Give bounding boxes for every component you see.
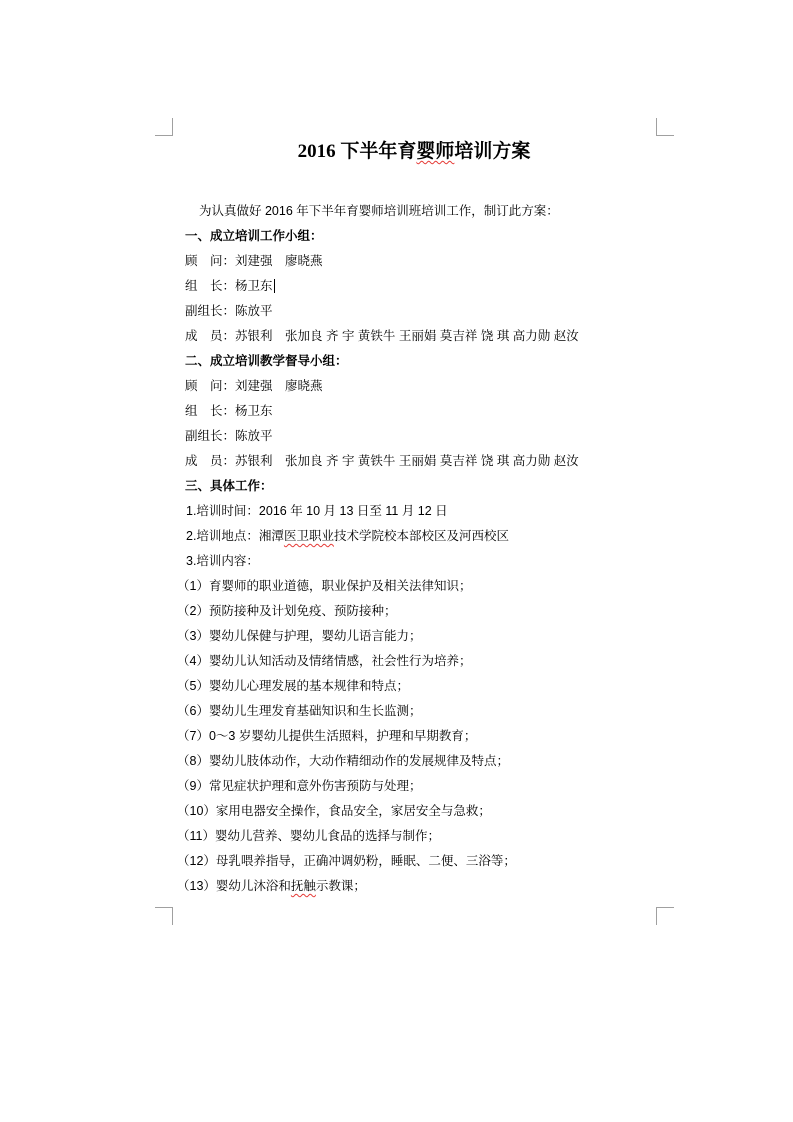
- item-text-start: （13）婴幼儿沐浴和: [177, 879, 291, 893]
- supervision-group-deputy-line[interactable]: [172, 424, 656, 449]
- title-text-spellcheck-flagged: 婴师: [416, 141, 455, 162]
- role-label: 成 员：: [185, 454, 236, 468]
- role-label: 顾 问：: [185, 254, 236, 268]
- role-label: 副组长：: [185, 429, 236, 443]
- content-list-item[interactable]: （10）家用电器安全操作，食品安全，家居安全与急救；: [177, 804, 491, 818]
- place-text-end: 技术学院校本部校区及河西校区: [333, 529, 509, 543]
- role-value: 陈放平: [235, 429, 273, 443]
- supervision-group-advisor-line[interactable]: [172, 374, 656, 399]
- training-content-heading[interactable]: 3.培训内容：: [186, 554, 259, 568]
- content-list-item[interactable]: （2）预防接种及计划免疫、预防接种；: [177, 604, 397, 618]
- heading-supervision-group[interactable]: 二、成立培训教学督导小组：: [185, 354, 348, 368]
- text-cursor: [274, 279, 275, 293]
- work-group-deputy-line[interactable]: [172, 299, 656, 324]
- role-value: 刘建强 廖晓燕: [235, 379, 323, 393]
- supervision-group-members-line[interactable]: [172, 449, 656, 474]
- content-list-item[interactable]: （6）婴幼儿生理发育基础知识和生长监测；: [177, 704, 422, 718]
- role-value: 杨卫东: [235, 404, 273, 418]
- content-list-item[interactable]: （7）0～3 岁婴幼儿提供生活照料，护理和早期教育；: [177, 729, 477, 743]
- content-list-item[interactable]: （4）婴幼儿认知活动及情绪情感，社会性行为培养；: [177, 654, 472, 668]
- work-group-advisor-line[interactable]: [172, 249, 656, 274]
- content-list-item[interactable]: （11）婴幼儿营养、婴幼儿食品的选择与制作；: [177, 829, 440, 843]
- role-value: 陈放平: [235, 304, 273, 318]
- crop-mark-top-left: [155, 118, 173, 136]
- training-place-line[interactable]: [172, 524, 656, 549]
- role-label: 副组长：: [185, 304, 236, 318]
- place-text-spellcheck-flagged: 医卫职业: [283, 529, 334, 543]
- document-content: [172, 199, 656, 899]
- content-list-item[interactable]: [172, 874, 656, 899]
- role-value: 杨卫东: [235, 279, 273, 293]
- heading-work-group[interactable]: 一、成立培训工作小组：: [185, 229, 323, 243]
- supervision-group-leader-line[interactable]: [172, 399, 656, 424]
- role-value: 刘建强 廖晓燕: [235, 254, 323, 268]
- crop-mark-top-right: [656, 118, 674, 136]
- document-title[interactable]: [172, 138, 656, 166]
- item-text-end: 示教课；: [315, 879, 366, 893]
- work-group-leader-line[interactable]: [172, 274, 656, 299]
- content-list-item[interactable]: （8）婴幼儿肢体动作，大动作精细动作的发展规律及特点；: [177, 754, 509, 768]
- role-label: 成 员：: [185, 329, 236, 343]
- role-label: 组 长：: [185, 404, 236, 418]
- content-list-item[interactable]: （5）婴幼儿心理发展的基本规律和特点；: [177, 679, 409, 693]
- intro-paragraph[interactable]: 为认真做好 2016 年下半年育婴师培训班培训工作，制订此方案：: [199, 204, 559, 218]
- crop-mark-bottom-left: [155, 907, 173, 925]
- role-label: 组 长：: [185, 279, 236, 293]
- training-time-line[interactable]: 1.培训时间：2016 年 10 月 13 日至 11 月 12 日: [186, 504, 448, 518]
- role-label: 顾 问：: [185, 379, 236, 393]
- role-value: 苏银利 张加良 齐 宇 黄铁牛 王丽娟 莫吉祥 饶 琪 高力勋 赵汝: [235, 329, 579, 343]
- heading-specific-work[interactable]: 三、具体工作：: [185, 479, 273, 493]
- item-text-spellcheck-flagged: 抚触: [290, 879, 316, 893]
- role-value: 苏银利 张加良 齐 宇 黄铁牛 王丽娟 莫吉祥 饶 琪 高力勋 赵汝: [235, 454, 579, 468]
- document-body[interactable]: [172, 0, 656, 1122]
- title-text-start: 2016 下半年育: [297, 141, 417, 162]
- place-text-start: 2.培训地点：湘潭: [186, 529, 284, 543]
- content-list-item[interactable]: （12）母乳喂养指导，正确冲调奶粉，睡眠、二便、三浴等；: [177, 854, 516, 868]
- crop-mark-bottom-right: [656, 907, 674, 925]
- title-text-end: 培训方案: [454, 141, 531, 162]
- content-list-item[interactable]: （1）育婴师的职业道德，职业保护及相关法律知识；: [177, 579, 472, 593]
- content-list-item[interactable]: （9）常见症状护理和意外伤害预防与处理；: [177, 779, 422, 793]
- content-list-item[interactable]: （3）婴幼儿保健与护理，婴幼儿语言能力；: [177, 629, 422, 643]
- work-group-members-line[interactable]: [172, 324, 656, 349]
